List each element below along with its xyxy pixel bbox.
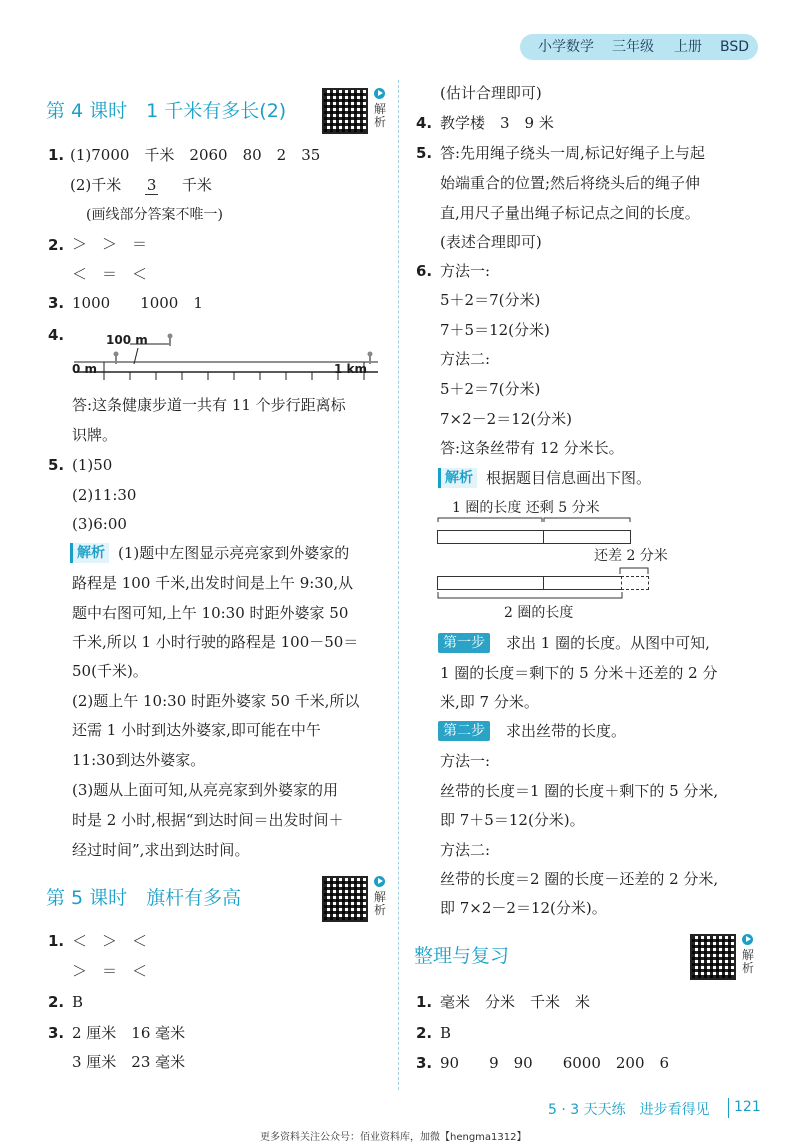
play-icon xyxy=(374,876,385,887)
qr-label-sec5: 解析 xyxy=(373,890,386,917)
r-s3a: 丝带的长度＝1 圈的长度＋剩下的 5 分米, xyxy=(440,782,719,800)
r-q6-num: 6. xyxy=(416,262,433,280)
r-m3: 方法一: xyxy=(440,752,491,770)
q5-num: 5. xyxy=(48,456,65,474)
label-100m: 100 m xyxy=(106,333,148,347)
r-q5-l4: (表述合理即可) xyxy=(440,233,542,251)
jiexi-l5: 50(千米)。 xyxy=(72,662,148,680)
step1-tag: 第一步 xyxy=(438,633,490,653)
label-1km: 1 km xyxy=(334,362,368,376)
qr-code-sec4[interactable] xyxy=(322,88,368,134)
r-q6-e3: 5＋2＝7(分米) xyxy=(440,380,541,398)
q1-line2 xyxy=(70,175,212,195)
qr-label-sec4: 解析 xyxy=(373,102,386,129)
header-volume: 上册 xyxy=(674,39,702,55)
r-s3b: 即 7＋5＝12(分米)。 xyxy=(440,811,585,829)
diagram-bar-1-seg1 xyxy=(437,530,545,544)
jiexi-l7: 还需 1 小时到达外婆家,即可能在中午 xyxy=(72,721,321,739)
review-q2-num: 2. xyxy=(416,1024,433,1042)
q1-line1: (1)7000 千米 2060 80 2 35 xyxy=(70,146,321,164)
jiexi-tag-right: 解析 xyxy=(438,468,477,488)
q2-num: 2. xyxy=(48,236,65,254)
sec4-title: 第 4 课时 1 千米有多长(2) xyxy=(46,100,287,122)
q1-line2-c: 千米 xyxy=(181,176,212,194)
q1-num: 1. xyxy=(48,146,65,164)
sec5-q2-num: 2. xyxy=(48,993,65,1011)
r-q4-line1: 教学楼 3 9 米 xyxy=(440,114,554,132)
diagram-mid-brace xyxy=(618,562,658,576)
r-s1a: 求出 1 圈的长度。从图中可知, xyxy=(506,634,710,652)
review-q3-num: 3. xyxy=(416,1054,433,1072)
jiexi-l2: 路程是 100 千米,出发时间是上午 9:30,从 xyxy=(72,574,354,592)
r-s2a: 求出丝带的长度。 xyxy=(506,722,627,740)
q1-line2-a: (2)千米 xyxy=(70,176,122,194)
play-icon xyxy=(374,88,385,99)
diagram-bar-2-seg2 xyxy=(543,576,623,590)
sec5-title: 第 5 课时 旗杆有多高 xyxy=(46,887,242,909)
jiexi-l1: (1)题中左图显示亮亮家到外婆家的 xyxy=(118,544,350,562)
q4-answer-1: 答:这条健康步道一共有 11 个步行距离标 xyxy=(72,396,346,414)
jiexi-l9: (3)题从上面可知,从亮亮家到外婆家的用 xyxy=(72,781,339,799)
q5-a3: (3)6:00 xyxy=(72,515,127,533)
diagram-top-label: 1 圈的长度 还剩 5 分米 xyxy=(452,500,600,516)
r-s1c: 米,即 7 分米。 xyxy=(440,693,539,711)
header-edition: BSD xyxy=(720,39,750,55)
q5-a1: (1)50 xyxy=(72,456,113,474)
review-title: 整理与复习 xyxy=(414,945,510,967)
q4-answer-2: 识牌。 xyxy=(72,426,118,444)
qr-label-review: 解析 xyxy=(741,948,754,975)
qr-code-sec5[interactable] xyxy=(322,876,368,922)
sec5-q1-line1: ＜ ＞ ＜ xyxy=(72,932,148,950)
q3-num: 3. xyxy=(48,294,65,312)
q1-line2-b: 3 xyxy=(146,176,157,194)
q2-line1: ＞ ＞ ＝ xyxy=(72,235,148,253)
review-q1-num: 1. xyxy=(416,993,433,1011)
header-grade: 三年级 xyxy=(612,39,654,55)
step2-tag: 第二步 xyxy=(438,721,490,741)
diagram-bottom-brace xyxy=(436,590,656,604)
r-q5-l2: 始端重合的位置;然后将绕头后的绳子伸 xyxy=(440,174,701,192)
sec5-q3-num: 3. xyxy=(48,1024,65,1042)
q5-a2: (2)11:30 xyxy=(72,486,137,504)
r-q5-l1: 答:先用绳子绕头一周,标记好绳子上与起 xyxy=(440,144,705,162)
review-q2-line1: B xyxy=(440,1024,452,1042)
footer-separator xyxy=(728,1098,729,1118)
q1-note: (画线部分答案不唯一) xyxy=(86,207,223,223)
sec5-q3-line2: 3 厘米 23 毫米 xyxy=(72,1053,186,1071)
r0-note: (估计合理即可) xyxy=(440,84,542,102)
sec5-q2-line1: B xyxy=(72,993,84,1011)
diagram-bar-2-seg3 xyxy=(621,576,649,590)
r-q6-e4: 7×2－2＝12(分米) xyxy=(440,410,572,428)
diagram-mid-label: 还差 2 分米 xyxy=(594,548,668,564)
q4-num: 4. xyxy=(48,326,65,344)
r-q6-answer: 答:这条丝带有 12 分米长。 xyxy=(440,439,624,457)
r-jx-text: 根据题目信息画出下图。 xyxy=(486,469,652,487)
play-icon xyxy=(742,934,753,945)
column-divider xyxy=(398,80,399,1090)
jiexi-l11: 经过时间”,求出到达时间。 xyxy=(72,841,250,859)
footer-brand: 5 · 3 天天练 进步看得见 xyxy=(548,1102,710,1118)
diagram-bottom-label: 2 圈的长度 xyxy=(504,605,574,621)
jiexi-l4: 千米,所以 1 小时行驶的路程是 100－50＝ xyxy=(72,633,359,651)
label-0m: 0 m xyxy=(72,362,98,376)
jiexi-tag-sec4: 解析 xyxy=(70,543,109,563)
r-s1b: 1 圈的长度＝剩下的 5 分米＋还差的 2 分 xyxy=(440,664,718,682)
r-q6-e1: 5＋2＝7(分米) xyxy=(440,291,541,309)
q2-line2: ＜ ＝ ＜ xyxy=(72,265,148,283)
r-q4-num: 4. xyxy=(416,114,433,132)
review-q1-line1: 毫米 分米 千米 米 xyxy=(440,993,591,1011)
r-q5-num: 5. xyxy=(416,144,433,162)
r-q5-l3: 直,用尺子量出绳子标记点之间的长度。 xyxy=(440,204,700,222)
jiexi-l6: (2)题上午 10:30 时距外婆家 50 千米,所以 xyxy=(72,692,360,710)
r-s4a: 丝带的长度＝2 圈的长度－还差的 2 分米, xyxy=(440,870,719,888)
footer-note: 更多资料关注公众号：佰业资料库，加微【hengma1312】 xyxy=(260,1132,527,1143)
jiexi-l10: 时是 2 小时,根据“到达时间＝出发时间＋ xyxy=(72,811,344,829)
jiexi-l8: 11:30到达外婆家。 xyxy=(72,751,206,769)
page-number: 121 xyxy=(734,1099,761,1115)
r-s4b: 即 7×2－2＝12(分米)。 xyxy=(440,899,607,917)
diagram-bar-1-seg2 xyxy=(543,530,631,544)
header-subject: 小学数学 xyxy=(538,39,594,55)
sec5-q1-line2: ＞ ＝ ＜ xyxy=(72,962,148,980)
diagram-bar-2-seg1 xyxy=(437,576,545,590)
review-q3-line1: 90 9 90 6000 200 6 xyxy=(440,1054,670,1072)
r-m4: 方法二: xyxy=(440,841,491,859)
jiexi-l3: 题中右图可知,上午 10:30 时距外婆家 50 xyxy=(72,604,349,622)
r-q6-m2: 方法二: xyxy=(440,350,491,368)
qr-code-review[interactable] xyxy=(690,934,736,980)
r-q6-m1: 方法一: xyxy=(440,262,491,280)
r-q6-e2: 7＋5＝12(分米) xyxy=(440,321,550,339)
sec5-q1-num: 1. xyxy=(48,932,65,950)
q3-line1: 1000 1000 1 xyxy=(72,294,203,312)
sec5-q3-line1: 2 厘米 16 毫米 xyxy=(72,1024,186,1042)
